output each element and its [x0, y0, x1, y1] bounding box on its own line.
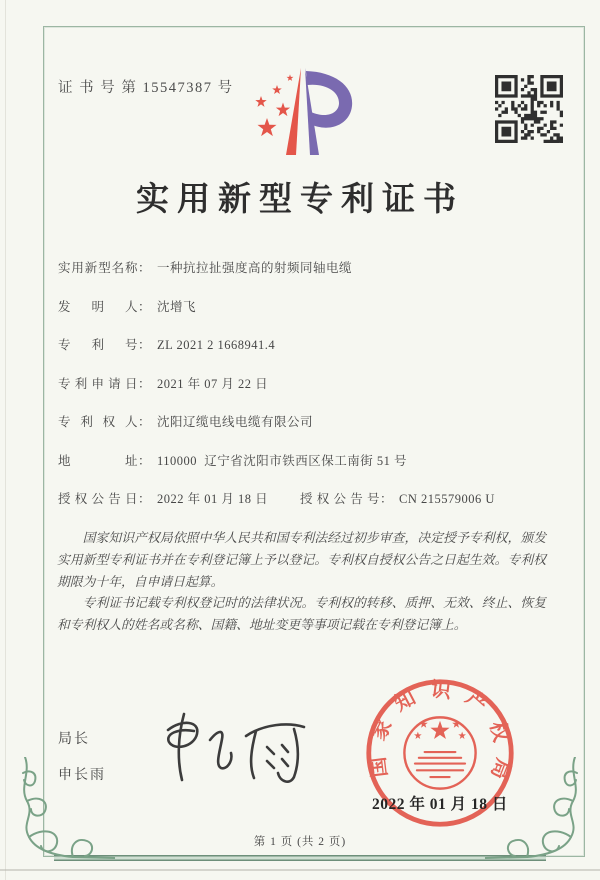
logo-stars: [255, 74, 293, 136]
field-colon: ：: [138, 338, 152, 352]
field-value: 2022 年 01 月 18 日: [157, 492, 269, 506]
certificate-title: 实用新型专利证书: [136, 182, 464, 218]
legal-paragraph-1: 国家知识产权局依照中华人民共和国专利法经过初步审查，决定授予专利权，颁发实用新型专利证书并在专利登记簿上予以登记。专利权自授权公告之日起生效。专利权期限为十年，自申请日起算。: [57, 531, 546, 589]
field-colon: ：: [138, 415, 152, 429]
qr-code-icon: [495, 75, 563, 143]
field-label: 专利号: [58, 338, 138, 352]
field-value: CN 215579006 U: [399, 492, 495, 506]
field-row-inventor: [58, 300, 550, 315]
field-colon: ：: [138, 453, 152, 468]
legal-text: [57, 528, 546, 637]
officer-name: 申长雨: [58, 768, 106, 783]
field-row-patentee: [58, 415, 550, 430]
field-colon: ：: [138, 492, 152, 506]
field-group-grant-no: [300, 492, 495, 507]
field-label: 实用新型名称: [58, 261, 138, 275]
field-colon: ：: [138, 299, 152, 314]
field-value: 2021 年 07 月 22 日: [157, 376, 269, 391]
field-value: 一种抗拉扯强度高的射频同轴电缆: [157, 261, 353, 275]
certificate-number: 证 书 号 第 15547387 号: [58, 80, 234, 96]
seal-agency-text: 国家知识产权局: [365, 678, 515, 795]
paper-edge-shadow-bottom: [0, 869, 600, 871]
corner-ornament-left-icon: [15, 757, 115, 861]
national-emblem-icon: [404, 717, 475, 788]
bottom-rule: [54, 855, 546, 861]
page-number: 第 1 页 (共 2 页): [253, 836, 347, 848]
logo-red-wedge: [286, 68, 301, 155]
logo-p-bowl: [306, 71, 352, 128]
field-list: [58, 261, 550, 531]
field-label: 专利申请日: [58, 376, 138, 391]
field-value: ZL 2021 2 1668941.4: [157, 338, 276, 352]
field-label: 授权公告号: [300, 492, 380, 506]
cnipa-logo-icon: [246, 64, 360, 162]
field-row-address: [58, 454, 550, 469]
field-value: 沈增飞: [157, 299, 197, 314]
field-colon: ：: [380, 492, 394, 506]
field-label: 发明人: [58, 299, 138, 314]
field-value: 沈阳辽缆电线电缆有限公司: [157, 415, 314, 429]
legal-paragraph-2: 专利证书记载专利权登记时的法律状况。专利权的转移、质押、无效、终止、恢复和专利权人的姓名或名称、国籍、地址变更等事项记载在专利登记簿上。: [57, 596, 546, 633]
field-label: 地址: [58, 453, 138, 468]
paper-edge-shadow-left: [5, 0, 6, 880]
officer-title: 局长: [58, 732, 90, 747]
director-signature-icon: [148, 702, 328, 802]
field-row-grant: [58, 492, 550, 507]
field-row-name: [58, 261, 550, 276]
field-row-patent-no: [58, 338, 550, 353]
field-row-filing-date: [58, 377, 550, 392]
field-value: 110000 辽宁省沈阳市铁西区保工南街 51 号: [157, 453, 408, 468]
seal-date: 2022 年 01 月 18 日: [372, 796, 508, 813]
field-colon: ：: [138, 261, 152, 275]
field-colon: ：: [138, 376, 152, 391]
field-label: 授权公告日: [58, 492, 138, 506]
field-label: 专利权人: [58, 415, 138, 429]
